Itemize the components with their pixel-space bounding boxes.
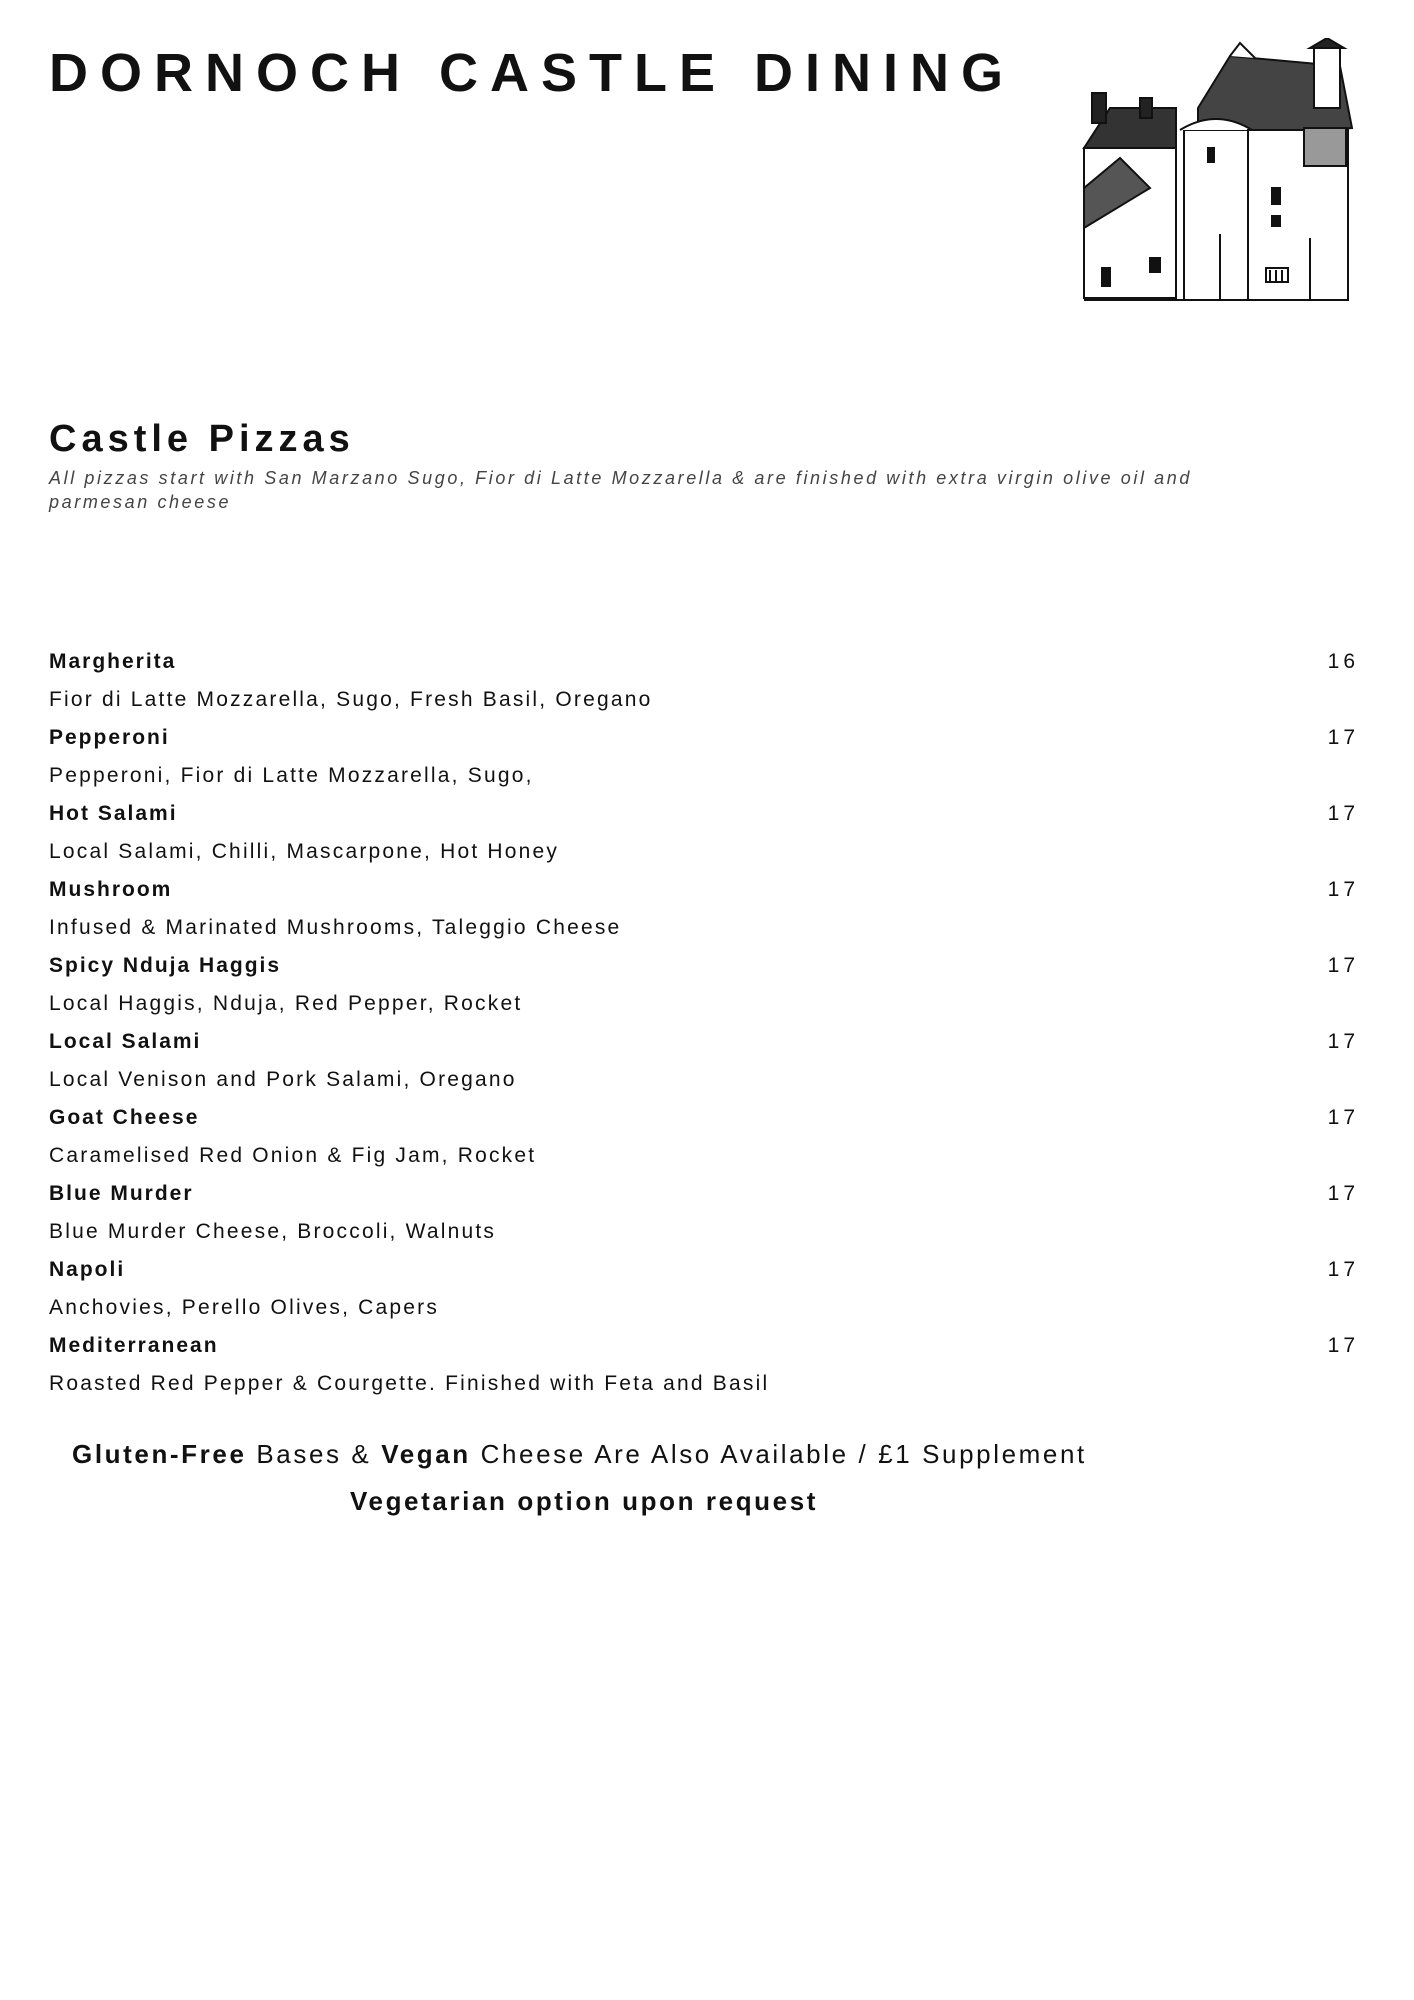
menu-item — [49, 1251, 1359, 1327]
item-name: Goat Cheese — [49, 1106, 200, 1129]
item-price: 17 — [1327, 726, 1359, 749]
item-price: 17 — [1327, 802, 1359, 825]
item-description: Pepperoni, Fior di Latte Mozzarella, Sugo, — [49, 764, 534, 787]
menu-item — [49, 1327, 1359, 1403]
gluten-free-label: Gluten-Free — [72, 1439, 247, 1469]
item-description: Anchovies, Perello Olives, Capers — [49, 1296, 440, 1319]
castle-illustration-icon — [1080, 38, 1380, 306]
menu-item — [49, 795, 1359, 871]
menu-item — [49, 871, 1359, 947]
menu-item — [49, 1099, 1359, 1175]
item-description: Infused & Marinated Mushrooms, Taleggio Cheese — [49, 916, 622, 939]
item-price: 17 — [1327, 1258, 1359, 1281]
section-subtitle: All pizzas start with San Marzano Sugo, Fior di Latte Mozzarella & are finished with extra virgin olive oil and parmesan cheese — [49, 468, 1192, 512]
section-title: Castle Pizzas — [49, 418, 355, 460]
item-description: Local Haggis, Nduja, Red Pepper, Rocket — [49, 992, 523, 1015]
restaurant-title: DORNOCH CASTLE DINING — [49, 43, 1015, 103]
item-description: Blue Murder Cheese, Broccoli, Walnuts — [49, 1220, 497, 1243]
item-name: Hot Salami — [49, 802, 178, 825]
gluten-free-vegan-note — [72, 1437, 1192, 1471]
item-description: Caramelised Red Onion & Fig Jam, Rocket — [49, 1144, 537, 1167]
item-name: Mushroom — [49, 878, 173, 901]
item-name: Blue Murder — [49, 1182, 194, 1205]
item-description: Roasted Red Pepper & Courgette. Finished with Feta and Basil — [49, 1372, 770, 1395]
item-name: Local Salami — [49, 1030, 202, 1053]
item-price: 17 — [1327, 1106, 1359, 1129]
item-name: Spicy Nduja Haggis — [49, 954, 282, 977]
item-price: 17 — [1327, 878, 1359, 901]
item-price: 17 — [1327, 1030, 1359, 1053]
menu-item — [49, 643, 1359, 719]
item-description: Local Venison and Pork Salami, Oregano — [49, 1068, 517, 1091]
item-price: 17 — [1327, 954, 1359, 977]
item-name: Mediterranean — [49, 1334, 219, 1357]
item-name: Pepperoni — [49, 726, 170, 749]
menu-item — [49, 947, 1359, 1023]
menu-item — [49, 1023, 1359, 1099]
supplement-text: Cheese Are Also Available / £1 Supplement — [470, 1439, 1087, 1469]
item-price: 17 — [1327, 1182, 1359, 1205]
vegan-label: Vegan — [381, 1439, 471, 1469]
item-price: 16 — [1327, 650, 1359, 673]
item-description: Fior di Latte Mozzarella, Sugo, Fresh Basil, Oregano — [49, 688, 653, 711]
menu-item — [49, 1175, 1359, 1251]
item-name: Napoli — [49, 1258, 126, 1281]
item-description: Local Salami, Chilli, Mascarpone, Hot Honey — [49, 840, 560, 863]
menu-item — [49, 719, 1359, 795]
bases-text: Bases & — [246, 1439, 382, 1469]
item-price: 17 — [1327, 1334, 1359, 1357]
item-name: Margherita — [49, 650, 177, 673]
menu-list — [49, 643, 1359, 1403]
vegetarian-note: Vegetarian option upon request — [350, 1486, 819, 1516]
